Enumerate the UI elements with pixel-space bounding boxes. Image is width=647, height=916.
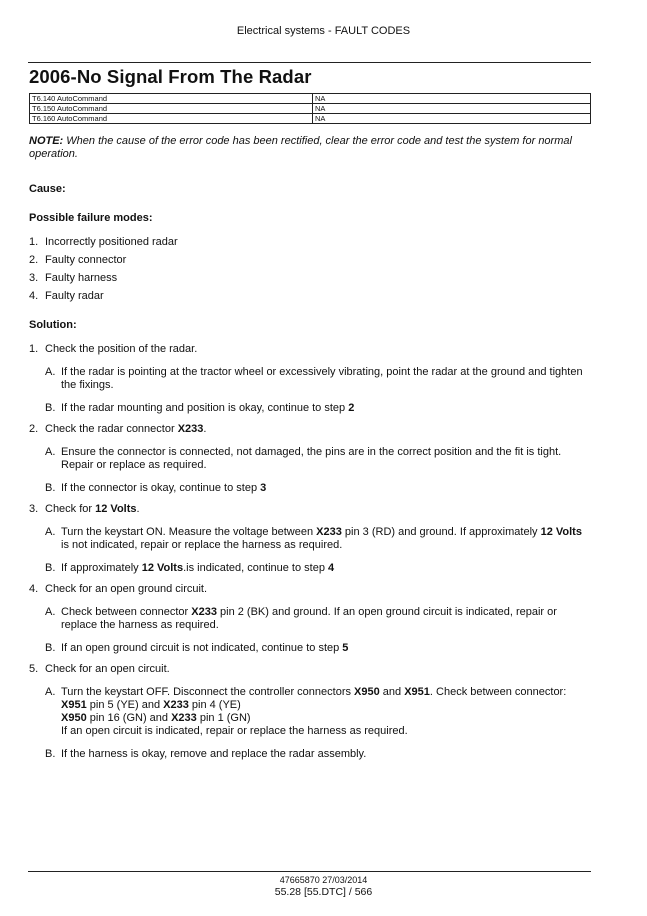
list-item bbox=[29, 254, 591, 267]
footer-page-number: 55.28 [55.DTC] / 566 bbox=[274, 886, 373, 898]
sub-step-text bbox=[61, 482, 591, 495]
sub-step-text bbox=[61, 402, 591, 415]
note-paragraph bbox=[29, 135, 591, 161]
table-row bbox=[30, 114, 591, 124]
text-run: Ensure the connector is connected, not damaged, the pins are in the correct position and the fit is tight. Repair or replace as required. bbox=[61, 446, 562, 471]
text-run: pin 3 (RD) and ground. If approximately bbox=[341, 526, 541, 538]
step-number: 1. bbox=[29, 343, 39, 355]
sub-step-text bbox=[61, 748, 591, 761]
model-cell: T6.160 AutoCommand bbox=[30, 114, 313, 124]
bold-term: X951 bbox=[61, 699, 87, 711]
text-run: . bbox=[203, 423, 207, 435]
bold-term: 3 bbox=[260, 482, 267, 494]
bold-term: 5 bbox=[342, 642, 349, 654]
footer-rule bbox=[28, 871, 591, 872]
list-number: 3. bbox=[29, 272, 39, 284]
text-run: Check the position of the radar. bbox=[45, 343, 198, 355]
text-run: If approximately bbox=[61, 562, 142, 574]
list-item bbox=[29, 236, 591, 249]
text-run: Check for bbox=[45, 503, 96, 515]
text-run: Check between connector bbox=[61, 606, 192, 618]
table-row bbox=[30, 104, 591, 114]
sub-step bbox=[45, 562, 591, 575]
table-row bbox=[30, 94, 591, 104]
sub-step bbox=[45, 446, 591, 472]
list-item-text: Incorrectly positioned radar bbox=[45, 236, 178, 248]
sub-step bbox=[45, 642, 591, 655]
solution-step bbox=[29, 583, 591, 596]
text-run: pin 4 (YE) bbox=[188, 699, 241, 711]
sub-step-letter: A. bbox=[45, 526, 56, 538]
text-run: If an open circuit is indicated, repair or replace the harness as required. bbox=[61, 725, 408, 737]
text-run: pin 16 (GN) and bbox=[86, 712, 172, 724]
model-cell: T6.150 AutoCommand bbox=[30, 104, 313, 114]
sub-step bbox=[45, 526, 591, 552]
bold-term: 12 Volts bbox=[95, 503, 137, 515]
footer-doc-id: 47665870 27/03/2014 bbox=[279, 875, 368, 885]
sub-step-text bbox=[61, 642, 591, 655]
text-run: . Check between connector: bbox=[429, 686, 567, 698]
sub-step-letter: B. bbox=[45, 402, 56, 414]
text-run: .is indicated, continue to step bbox=[183, 562, 329, 574]
page-title: 2006-No Signal From The Radar bbox=[29, 66, 312, 87]
step-number: 4. bbox=[29, 583, 39, 595]
note-label: NOTE: bbox=[29, 135, 64, 147]
sub-step bbox=[45, 748, 591, 761]
text-run: Turn the keystart ON. Measure the voltage between bbox=[61, 526, 317, 538]
solution-steps-list bbox=[29, 343, 591, 761]
sub-step-text bbox=[61, 606, 591, 632]
step-text bbox=[45, 663, 170, 676]
solution-step bbox=[29, 423, 591, 436]
text-run: If the radar mounting and position is okay, continue to step bbox=[61, 402, 349, 414]
sub-step-letter: A. bbox=[45, 606, 56, 618]
bold-term: 4 bbox=[328, 562, 335, 574]
text-run: and bbox=[379, 686, 405, 698]
solution-step bbox=[29, 503, 591, 516]
sub-step bbox=[45, 366, 591, 392]
bold-term: X233 bbox=[191, 606, 217, 618]
value-cell: NA bbox=[313, 94, 591, 104]
solution-step bbox=[29, 663, 591, 676]
step-text bbox=[45, 583, 207, 596]
step-number: 5. bbox=[29, 663, 39, 675]
sub-step-text bbox=[61, 686, 591, 738]
list-number: 2. bbox=[29, 254, 39, 266]
bold-term: X233 bbox=[316, 526, 342, 538]
page-content bbox=[29, 135, 591, 761]
bold-term: X950 bbox=[354, 686, 380, 698]
list-item bbox=[29, 272, 591, 285]
note-text: When the cause of the error code has been rectified, clear the error code and test the system for normal operation. bbox=[29, 135, 572, 160]
value-cell: NA bbox=[313, 114, 591, 124]
sub-step bbox=[45, 402, 591, 415]
sub-step-letter: A. bbox=[45, 686, 56, 698]
sub-step-letter: B. bbox=[45, 642, 56, 654]
sub-step-letter: A. bbox=[45, 366, 56, 378]
header-rule bbox=[28, 62, 591, 63]
bold-term: X233 bbox=[163, 699, 189, 711]
sub-step bbox=[45, 606, 591, 632]
text-run: If the radar is pointing at the tractor wheel or excessively vibrating, point the radar at the ground and tighten the fixings. bbox=[61, 366, 583, 391]
text-run: Turn the keystart OFF. Disconnect the controller connectors bbox=[61, 686, 355, 698]
value-cell: NA bbox=[313, 104, 591, 114]
text-run: pin 5 (YE) and bbox=[86, 699, 164, 711]
cause-heading: Cause: bbox=[29, 183, 66, 195]
bold-term: 12 Volts bbox=[141, 562, 184, 574]
list-number: 4. bbox=[29, 290, 39, 302]
step-text bbox=[45, 423, 206, 436]
sub-step bbox=[45, 482, 591, 495]
text-run: If the harness is okay, remove and replace the radar assembly. bbox=[61, 748, 367, 760]
list-number: 1. bbox=[29, 236, 39, 248]
model-table bbox=[29, 93, 591, 124]
sub-step-text bbox=[61, 562, 591, 575]
text-run: Check the radar connector bbox=[45, 423, 178, 435]
sub-step-letter: B. bbox=[45, 482, 56, 494]
bold-term: X950 bbox=[61, 712, 87, 724]
sub-step-letter: A. bbox=[45, 446, 56, 458]
text-run: Check for an open ground circuit. bbox=[45, 583, 208, 595]
text-run: pin 1 (GN) bbox=[196, 712, 251, 724]
text-run: If the connector is okay, continue to step bbox=[61, 482, 261, 494]
bold-term: X233 bbox=[171, 712, 197, 724]
sub-step bbox=[45, 686, 591, 738]
step-text bbox=[45, 503, 140, 516]
bold-term: X951 bbox=[404, 686, 430, 698]
text-run: If an open ground circuit is not indicated, continue to step bbox=[61, 642, 343, 654]
sub-step-text bbox=[61, 366, 591, 392]
text-run: pin 2 (BK) and ground. If an open ground circuit is indicated, repair or replace the harness as required. bbox=[61, 606, 557, 631]
text-run: Check for an open circuit. bbox=[45, 663, 170, 675]
solution-heading: Solution: bbox=[29, 319, 77, 331]
step-text bbox=[45, 343, 197, 356]
step-number: 2. bbox=[29, 423, 39, 435]
list-item-text: Faulty radar bbox=[45, 290, 104, 302]
failure-modes-list bbox=[29, 236, 591, 303]
bold-term: X233 bbox=[177, 423, 204, 435]
bold-term: 2 bbox=[348, 402, 355, 414]
text-run: . bbox=[136, 503, 140, 515]
failure-modes-heading: Possible failure modes: bbox=[29, 212, 153, 224]
list-item bbox=[29, 290, 591, 303]
solution-step bbox=[29, 343, 591, 356]
sub-step-letter: B. bbox=[45, 748, 56, 760]
step-number: 3. bbox=[29, 503, 39, 515]
model-cell: T6.140 AutoCommand bbox=[30, 94, 313, 104]
list-item-text: Faulty harness bbox=[45, 272, 118, 284]
page-footer bbox=[0, 875, 647, 899]
text-run: is not indicated, repair or replace the harness as required. bbox=[61, 539, 343, 551]
sub-step-letter: B. bbox=[45, 562, 56, 574]
bold-term: 12 Volts bbox=[540, 526, 582, 538]
list-item-text: Faulty connector bbox=[45, 254, 127, 266]
page-header: Electrical systems - FAULT CODES bbox=[236, 25, 411, 37]
sub-step-text bbox=[61, 526, 591, 552]
sub-step-text bbox=[61, 446, 591, 472]
